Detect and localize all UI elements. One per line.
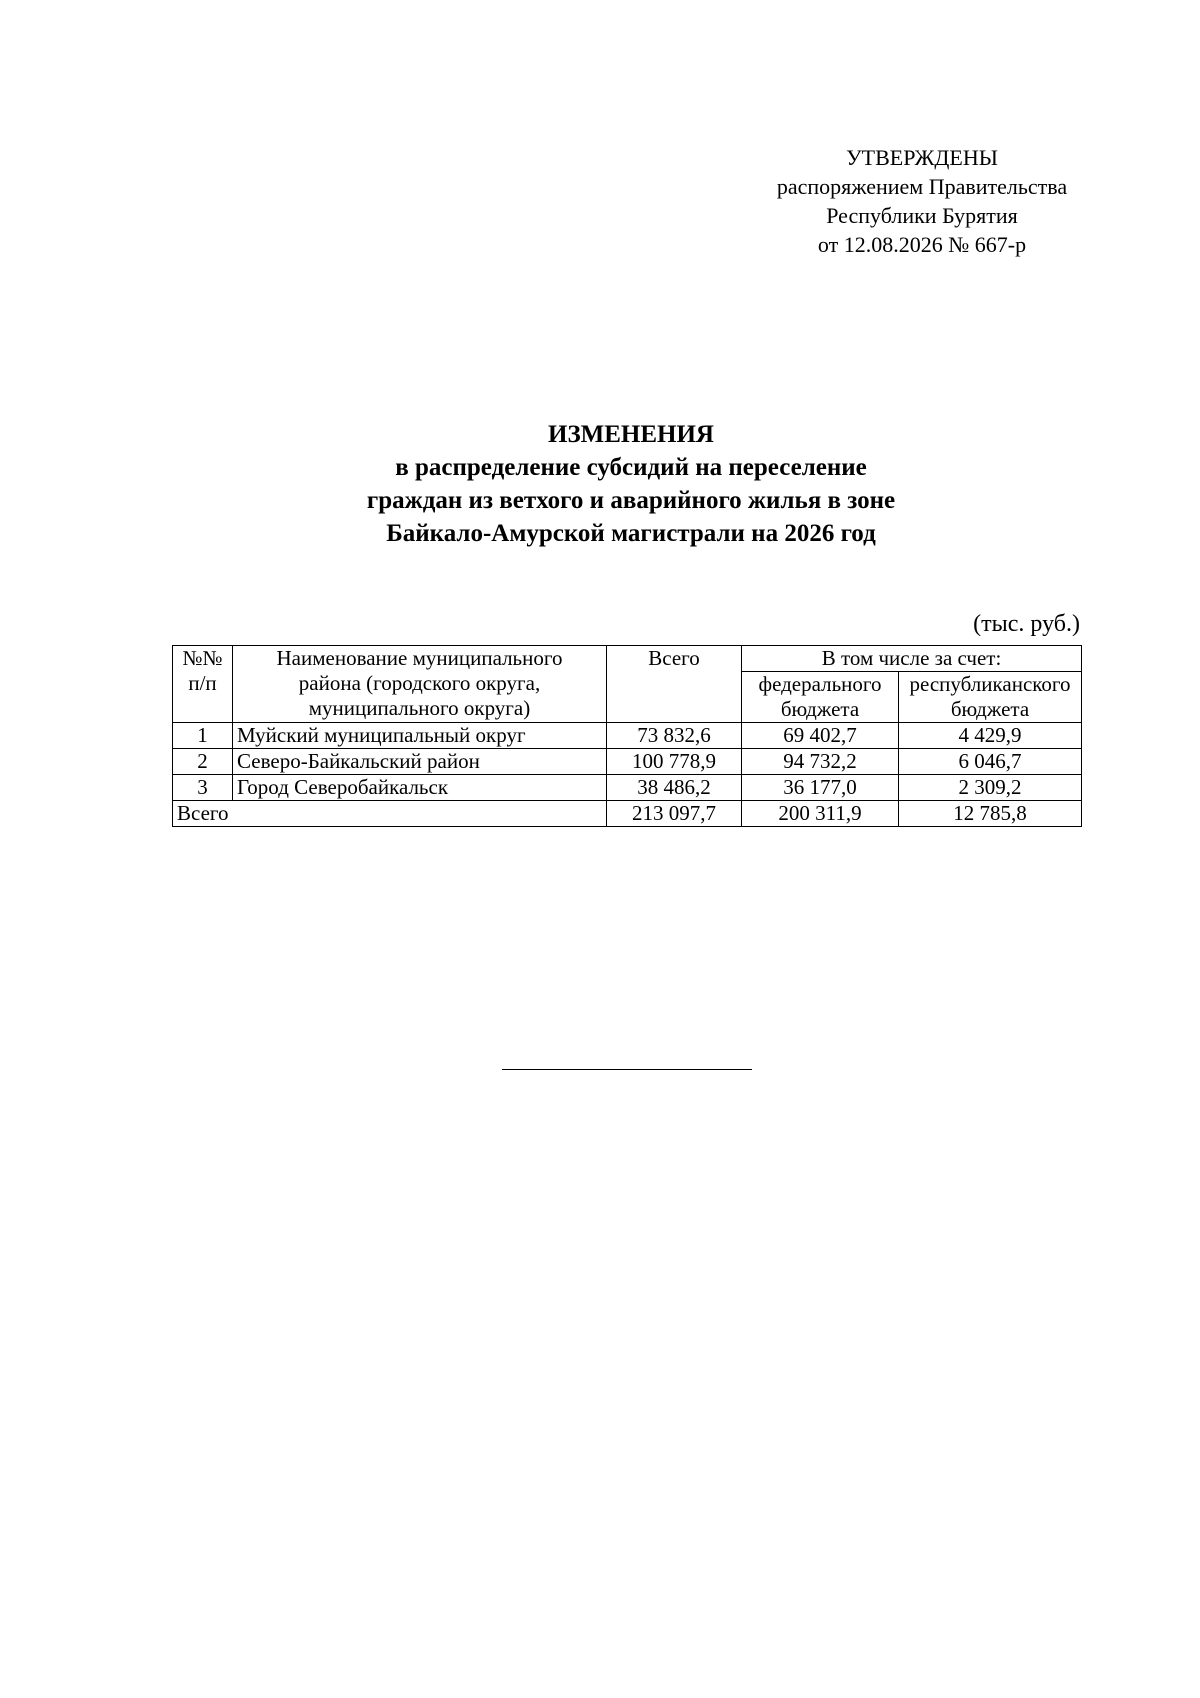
table-row [173,775,1082,801]
subsidy-table [172,645,1082,827]
approval-region: Республики Бурятия [826,203,1018,228]
approval-authority: распоряжением Правительства [776,174,1068,199]
title-line-2: граждан из ветхого и аварийного жилья в зоне [366,487,896,514]
header-number: №№ п/п [173,646,233,723]
header-total: Всего [607,646,742,723]
header-republic: республиканского бюджета [899,672,1082,723]
row-republic: 2 309,2 [899,775,1082,801]
header-federal: федерального бюджета [742,672,899,723]
title-line-1: в распределение субсидий на переселение [395,454,867,481]
header-name: Наименование муниципального района (городского округа, муниципального округа) [233,646,607,723]
table-totals-row [173,801,1082,827]
document-title [0,418,1200,550]
row-number: 3 [173,775,233,801]
unit-label: (тыс. руб.) [973,611,1080,637]
end-rule [502,1069,752,1070]
row-number: 1 [173,723,233,749]
header-including: В том числе за счет: [742,646,1082,672]
totals-total: 213 097,7 [607,801,742,827]
row-name: Муйский муниципальный округ [233,723,607,749]
totals-label: Всего [173,801,607,827]
row-federal: 36 177,0 [742,775,899,801]
row-name: Северо-Байкальский район [233,749,607,775]
row-number: 2 [173,749,233,775]
totals-federal: 200 311,9 [742,801,899,827]
row-total: 73 832,6 [607,723,742,749]
row-name: Город Северобайкальск [233,775,607,801]
row-republic: 6 046,7 [899,749,1082,775]
title-heading: ИЗМЕНЕНИЯ [548,421,714,448]
table-row [173,749,1082,775]
title-line-3: Байкало-Амурской магистрали на 2026 год [386,520,876,547]
row-federal: 94 732,2 [742,749,899,775]
approval-date-number: от 12.08.2026 № 667-р [817,232,1027,257]
table-row [173,723,1082,749]
table-header-row [173,646,1082,672]
totals-republic: 12 785,8 [899,801,1082,827]
approval-block [742,143,1102,259]
row-total: 100 778,9 [607,749,742,775]
row-federal: 69 402,7 [742,723,899,749]
row-total: 38 486,2 [607,775,742,801]
row-republic: 4 429,9 [899,723,1082,749]
approval-status: УТВЕРЖДЕНЫ [846,145,998,170]
